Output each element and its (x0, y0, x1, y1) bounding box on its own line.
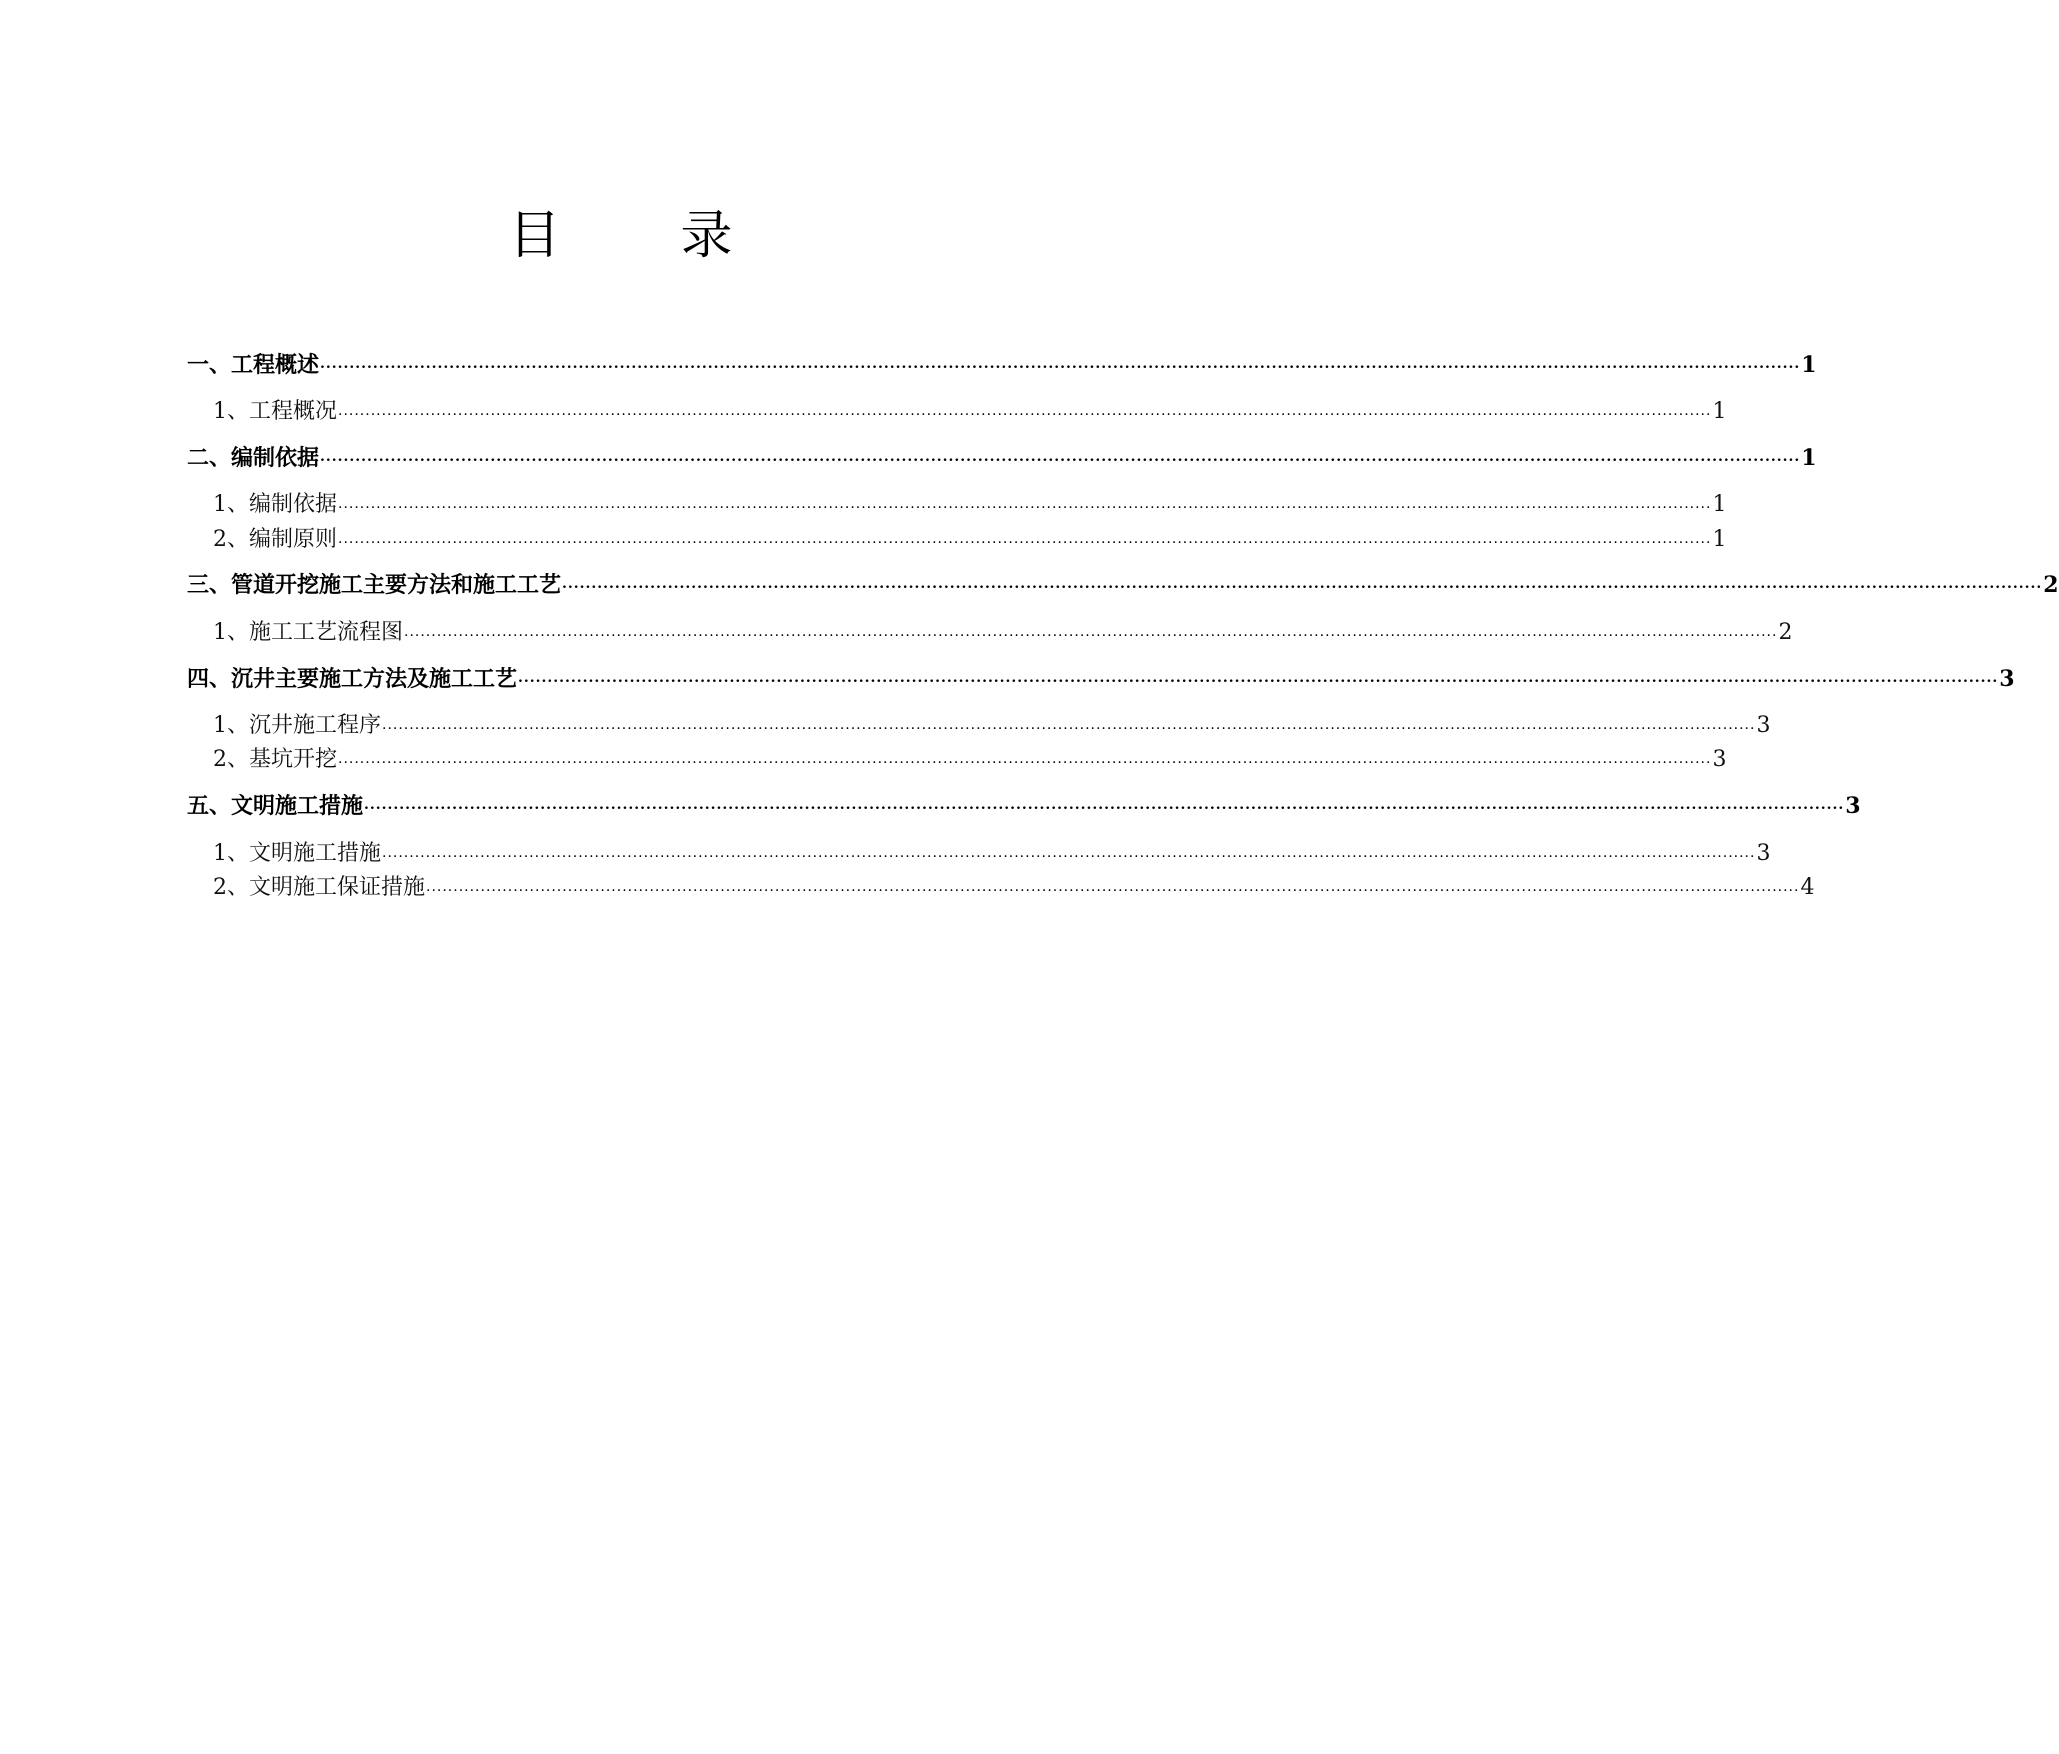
title-char-2: 录 (680, 206, 733, 266)
toc-entry-5-2[interactable] (187, 871, 1815, 903)
toc-entry-page: 1 (1801, 352, 1817, 378)
toc-leader-dots: ............................................................................................................................................................................................................................................................ (320, 356, 1801, 372)
toc-leader-dots: ............................................................................................................................................................................................................................................................ (338, 496, 1712, 512)
title-char-1: 目 (508, 206, 561, 266)
toc-entry-page: 1 (1712, 399, 1727, 424)
toc-entry-label: 2、文明施工保证措施 (213, 875, 425, 900)
toc-entry-label: 二、编制依据 (187, 445, 320, 471)
toc-entry-label: 1、文明施工措施 (213, 841, 381, 866)
toc-entry-2-2[interactable] (187, 523, 1727, 555)
toc-entry-label: 三、管道开挖施工主要方法和施工工艺 (187, 572, 562, 598)
toc-entry-3[interactable] (187, 568, 2059, 600)
toc-entry-label: 2、基坑开挖 (213, 747, 337, 772)
toc-entry-page: 1 (1801, 445, 1817, 471)
toc-leader-dots: ............................................................................................................................................................................................................................................................ (338, 403, 1712, 419)
toc-leader-dots: ............................................................................................................................................................................................................................................................ (382, 845, 1756, 861)
toc-leader-dots: ............................................................................................................................................................................................................................................................ (364, 797, 1845, 813)
toc-leader-dots: ............................................................................................................................................................................................................................................................ (426, 879, 1800, 895)
page-title (0, 205, 1241, 267)
toc-entry-label: 五、文明施工措施 (187, 793, 364, 819)
toc-entry-1[interactable] (187, 348, 1817, 380)
toc-entry-5-1[interactable] (187, 837, 1771, 869)
toc-entry-label: 2、编制原则 (213, 527, 337, 552)
toc-entry-label: 1、沉井施工程序 (213, 713, 381, 738)
toc-entry-page: 3 (1999, 666, 2015, 692)
toc-entry-page: 3 (1845, 793, 1861, 819)
toc-entry-4-1[interactable] (187, 709, 1771, 741)
toc-leader-dots: ............................................................................................................................................................................................................................................................ (338, 751, 1712, 767)
toc-entry-page: 3 (1756, 841, 1771, 866)
toc-entry-label: 1、施工工艺流程图 (213, 620, 403, 645)
toc-entry-label: 1、工程概况 (213, 399, 337, 424)
toc-entry-page: 1 (1712, 492, 1727, 517)
toc-leader-dots: ............................................................................................................................................................................................................................................................ (320, 449, 1801, 465)
toc-entry-page: 2 (2043, 572, 2059, 598)
toc-entry-2-1[interactable] (187, 488, 1727, 520)
toc-leader-dots: ............................................................................................................................................................................................................................................................ (562, 576, 2043, 592)
toc-entry-label: 1、编制依据 (213, 492, 337, 517)
toc-entry-2[interactable] (187, 441, 1817, 473)
toc-entry-label: 一、工程概述 (187, 352, 320, 378)
toc-entry-page: 1 (1712, 527, 1727, 552)
toc-entry-3-1[interactable] (187, 616, 1793, 648)
toc-entry-page: 3 (1712, 747, 1727, 772)
toc-entry-page: 4 (1800, 875, 1815, 900)
toc-leader-dots: ............................................................................................................................................................................................................................................................ (338, 531, 1712, 547)
toc-entry-1-1[interactable] (187, 395, 1727, 427)
toc-entry-label: 四、沉井主要施工方法及施工工艺 (187, 666, 518, 692)
toc-entry-5[interactable] (187, 789, 1861, 821)
toc-leader-dots: ............................................................................................................................................................................................................................................................ (404, 624, 1778, 640)
toc-entry-4-2[interactable] (187, 743, 1727, 775)
toc-entry-4[interactable] (187, 662, 2015, 694)
toc-leader-dots: ............................................................................................................................................................................................................................................................ (518, 670, 1999, 686)
toc-entry-page: 2 (1778, 620, 1793, 645)
toc-entry-page: 3 (1756, 713, 1771, 738)
toc-leader-dots: ............................................................................................................................................................................................................................................................ (382, 717, 1756, 733)
